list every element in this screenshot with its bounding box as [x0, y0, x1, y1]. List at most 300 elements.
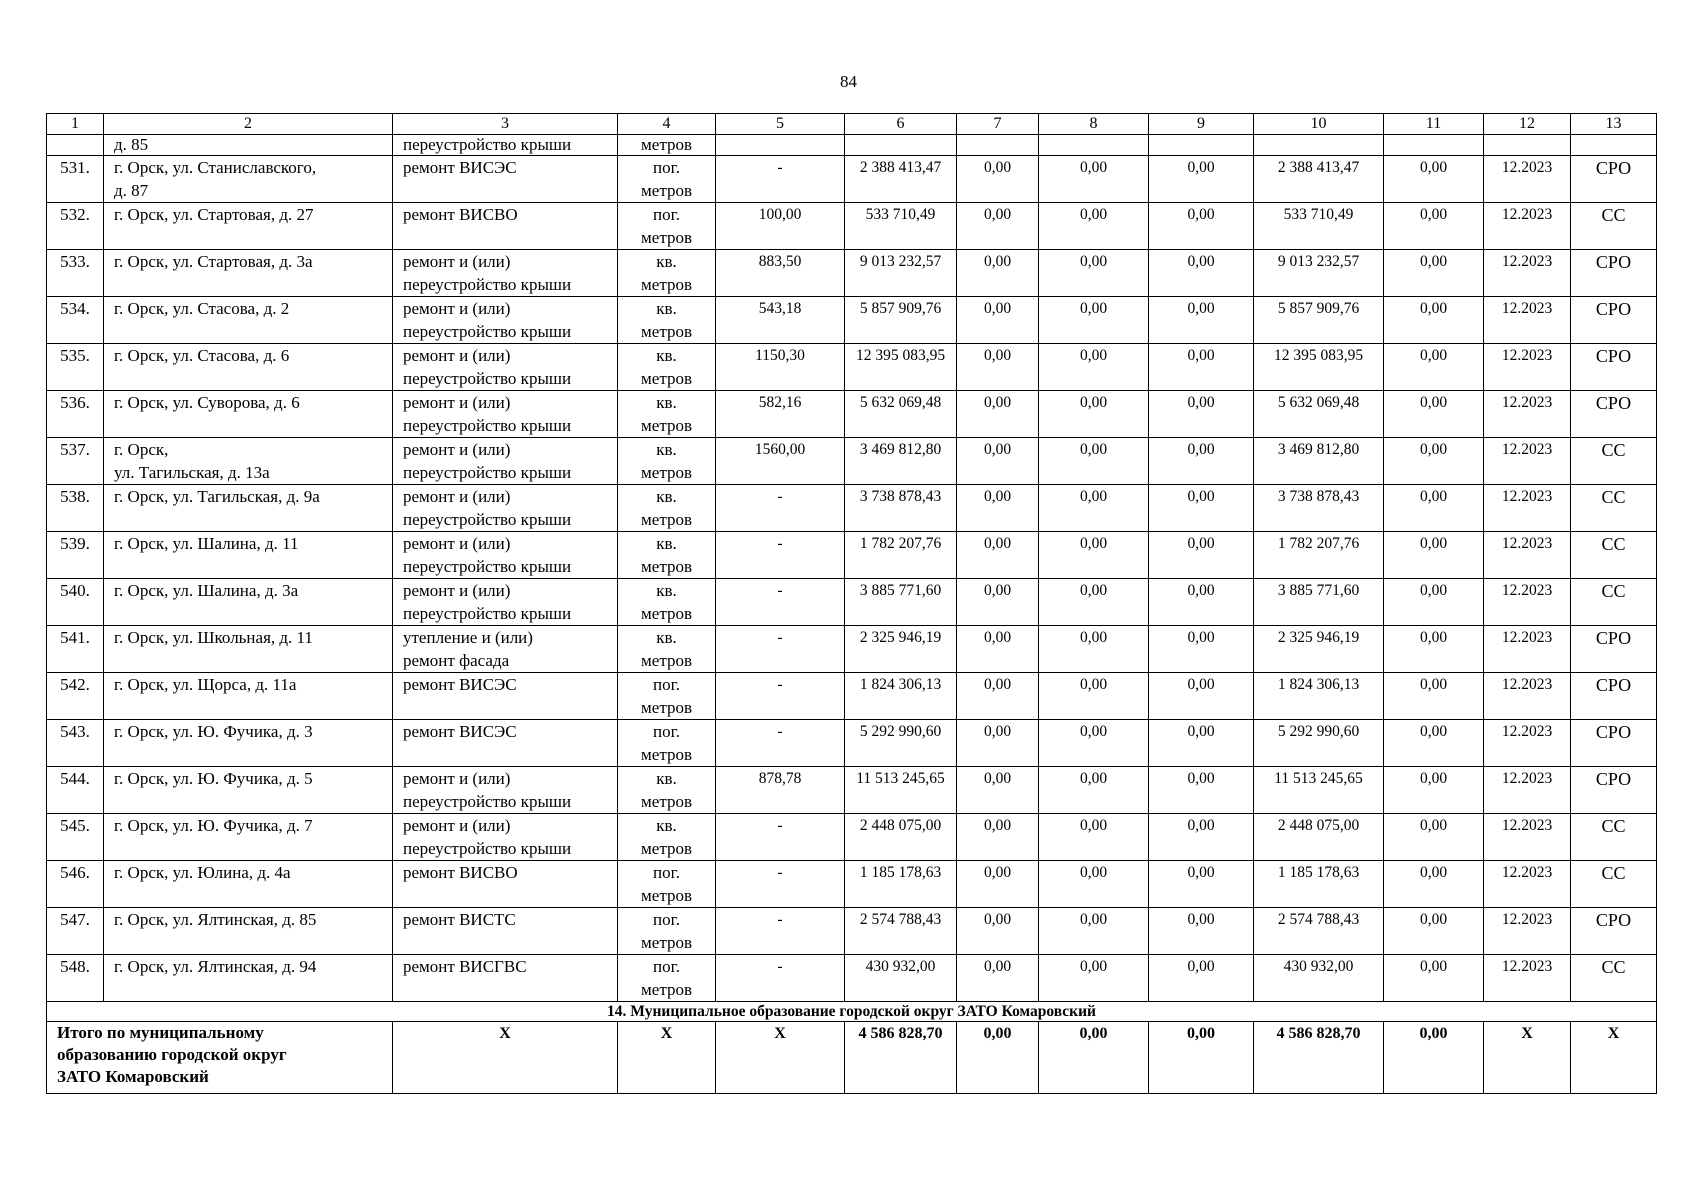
value-cell-c8: 0,00 [1039, 861, 1149, 908]
unit-cell [618, 908, 716, 955]
value-cell-c7: 0,00 [957, 908, 1039, 955]
value-cell-c12: 12.2023 [1484, 438, 1571, 485]
value-cell-c11: 0,00 [1384, 344, 1484, 391]
value-cell-c10: 5 292 990,60 [1254, 720, 1384, 767]
address-cell [104, 344, 393, 391]
value-cell-c11: 0,00 [1384, 579, 1484, 626]
executor-cell: СРО [1571, 391, 1657, 438]
line: пог. [653, 863, 680, 882]
value-cell-c8: 0,00 [1039, 532, 1149, 579]
table-row [47, 532, 1657, 579]
line: г. Орск, ул. Ялтинская, д. 94 [114, 957, 317, 976]
line: г. Орск, ул. Шалина, д. 11 [114, 534, 299, 553]
unit-cell [618, 673, 716, 720]
value-cell-c10: 3 469 812,80 [1254, 438, 1384, 485]
line: метров [641, 886, 692, 905]
value-cell-c11: 0,00 [1384, 673, 1484, 720]
value-cell-c7: 0,00 [957, 156, 1039, 203]
line: кв. [656, 393, 677, 412]
address-cell [104, 626, 393, 673]
table-row [47, 297, 1657, 344]
value-cell-c5: - [716, 908, 845, 955]
header-cell: 2 [104, 114, 393, 135]
value-cell-c7: 0,00 [957, 391, 1039, 438]
value-cell-c9: 0,00 [1149, 250, 1254, 297]
value-cell-c8: 0,00 [1039, 203, 1149, 250]
table-row [47, 720, 1657, 767]
value-cell-c5: - [716, 156, 845, 203]
address-cell [104, 485, 393, 532]
row-number: 537. [47, 438, 104, 485]
row-number: 534. [47, 297, 104, 344]
line: ремонт и (или) [403, 252, 511, 271]
work-type-cell [393, 250, 618, 297]
value-cell-c5: - [716, 626, 845, 673]
value-cell-c6: 533 710,49 [845, 203, 957, 250]
value-cell-c9: 0,00 [1149, 579, 1254, 626]
value-cell-c7: 0,00 [957, 955, 1039, 1002]
line: г. Орск, ул. Стасова, д. 2 [114, 299, 290, 318]
unit-cell [618, 955, 716, 1002]
empty-cell [1149, 135, 1254, 156]
total-value-c5: Х [716, 1022, 845, 1094]
value-cell-c8: 0,00 [1039, 438, 1149, 485]
value-cell-c9: 0,00 [1149, 955, 1254, 1002]
line: переустройство крыши [403, 275, 572, 294]
line: кв. [656, 440, 677, 459]
header-cell: 9 [1149, 114, 1254, 135]
value-cell-c11: 0,00 [1384, 861, 1484, 908]
value-cell-c9: 0,00 [1149, 814, 1254, 861]
work-type-cell [393, 908, 618, 955]
header-cell: 5 [716, 114, 845, 135]
value-cell-c9: 0,00 [1149, 391, 1254, 438]
row-number: 538. [47, 485, 104, 532]
address-cell [104, 767, 393, 814]
value-cell-c5: - [716, 579, 845, 626]
value-cell-c11: 0,00 [1384, 532, 1484, 579]
total-value-c13: Х [1571, 1022, 1657, 1094]
value-cell-c6: 1 782 207,76 [845, 532, 957, 579]
value-cell-c11: 0,00 [1384, 438, 1484, 485]
total-label-line: ЗАТО Комаровский [57, 1067, 209, 1086]
value-cell-c11: 0,00 [1384, 720, 1484, 767]
value-cell-c7: 0,00 [957, 673, 1039, 720]
address-cell [104, 814, 393, 861]
row-number: 544. [47, 767, 104, 814]
header-cell: 7 [957, 114, 1039, 135]
line: г. Орск, ул. Юлина, д. 4а [114, 863, 291, 882]
line: г. Орск, ул. Шалина, д. 3а [114, 581, 299, 600]
unit-cell [618, 532, 716, 579]
table-row [47, 626, 1657, 673]
row-number: 541. [47, 626, 104, 673]
value-cell-c6: 5 292 990,60 [845, 720, 957, 767]
row-number: 546. [47, 861, 104, 908]
value-cell-c8: 0,00 [1039, 579, 1149, 626]
line: ул. Тагильская, д. 13а [114, 463, 270, 482]
value-cell-c8: 0,00 [1039, 485, 1149, 532]
line: кв. [656, 252, 677, 271]
row-number: 543. [47, 720, 104, 767]
line: ремонт ВИСЭС [403, 722, 517, 741]
table-row [47, 579, 1657, 626]
work-type-cell [393, 579, 618, 626]
value-cell-c9: 0,00 [1149, 485, 1254, 532]
value-cell-c12: 12.2023 [1484, 250, 1571, 297]
value-cell-c8: 0,00 [1039, 626, 1149, 673]
unit-cell [618, 814, 716, 861]
value-cell-c12: 12.2023 [1484, 156, 1571, 203]
unit-cell [618, 250, 716, 297]
table-row [47, 250, 1657, 297]
total-label-line: Итого по муниципальному [57, 1023, 264, 1042]
line: переустройство крыши [403, 510, 572, 529]
value-cell-c10: 9 013 232,57 [1254, 250, 1384, 297]
total-value-c9: 0,00 [1149, 1022, 1254, 1094]
line: г. Орск, ул. Ялтинская, д. 85 [114, 910, 317, 929]
unit-cell [618, 579, 716, 626]
value-cell-c11: 0,00 [1384, 814, 1484, 861]
unit-cell [618, 485, 716, 532]
value-cell-c7: 0,00 [957, 720, 1039, 767]
value-cell-c5: 878,78 [716, 767, 845, 814]
unit-cell: метров [618, 135, 716, 156]
value-cell-c12: 12.2023 [1484, 673, 1571, 720]
line: метров [641, 604, 692, 623]
total-value-c7: 0,00 [957, 1022, 1039, 1094]
address-cell [104, 908, 393, 955]
header-cell: 11 [1384, 114, 1484, 135]
value-cell-c10: 2 574 788,43 [1254, 908, 1384, 955]
line: метров [641, 745, 692, 764]
address-cell [104, 438, 393, 485]
row-number: 545. [47, 814, 104, 861]
empty-cell [716, 135, 845, 156]
work-type-cell [393, 767, 618, 814]
row-number: 532. [47, 203, 104, 250]
work-type-cell [393, 861, 618, 908]
work-type-cell [393, 391, 618, 438]
value-cell-c11: 0,00 [1384, 485, 1484, 532]
value-cell-c12: 12.2023 [1484, 203, 1571, 250]
header-cell: 8 [1039, 114, 1149, 135]
executor-cell: СС [1571, 485, 1657, 532]
value-cell-c5: 100,00 [716, 203, 845, 250]
line: ремонт и (или) [403, 769, 511, 788]
value-cell-c7: 0,00 [957, 532, 1039, 579]
value-cell-c10: 5 857 909,76 [1254, 297, 1384, 344]
value-cell-c6: 2 448 075,00 [845, 814, 957, 861]
value-cell-c5: - [716, 532, 845, 579]
address-cell [104, 156, 393, 203]
line: метров [641, 275, 692, 294]
executor-cell: СРО [1571, 156, 1657, 203]
line: метров [641, 980, 692, 999]
line: ремонт ВИСГВС [403, 957, 527, 976]
line: пог. [653, 722, 680, 741]
line: метров [641, 510, 692, 529]
value-cell-c8: 0,00 [1039, 814, 1149, 861]
column-number-header [47, 114, 1657, 135]
line: ремонт и (или) [403, 393, 511, 412]
work-type-cell [393, 297, 618, 344]
executor-cell: СРО [1571, 250, 1657, 297]
empty-cell [1484, 135, 1571, 156]
table-row [47, 814, 1657, 861]
total-value-c12: Х [1484, 1022, 1571, 1094]
line: ремонт и (или) [403, 581, 511, 600]
line: ремонт ВИСЭС [403, 158, 517, 177]
header-cell: 6 [845, 114, 957, 135]
line: г. Орск, [114, 440, 169, 459]
line: метров [641, 181, 692, 200]
address-cell [104, 955, 393, 1002]
executor-cell: СРО [1571, 344, 1657, 391]
address-cell [104, 579, 393, 626]
value-cell-c10: 1 782 207,76 [1254, 532, 1384, 579]
value-cell-c11: 0,00 [1384, 908, 1484, 955]
line: г. Орск, ул. Ю. Фучика, д. 7 [114, 816, 313, 835]
value-cell-c6: 3 469 812,80 [845, 438, 957, 485]
executor-cell: СРО [1571, 908, 1657, 955]
line: кв. [656, 299, 677, 318]
line: г. Орск, ул. Ю. Фучика, д. 3 [114, 722, 313, 741]
address-cell [104, 297, 393, 344]
value-cell-c5: - [716, 673, 845, 720]
work-type-cell [393, 485, 618, 532]
row-number: 536. [47, 391, 104, 438]
line: г. Орск, ул. Стартовая, д. 3а [114, 252, 313, 271]
line: ремонт и (или) [403, 534, 511, 553]
work-type-cell [393, 203, 618, 250]
row-number: 531. [47, 156, 104, 203]
address-cell [104, 203, 393, 250]
value-cell-c11: 0,00 [1384, 391, 1484, 438]
empty-cell [845, 135, 957, 156]
work-type-cell [393, 532, 618, 579]
value-cell-c11: 0,00 [1384, 250, 1484, 297]
executor-cell: СС [1571, 955, 1657, 1002]
unit-cell [618, 626, 716, 673]
value-cell-c7: 0,00 [957, 250, 1039, 297]
row-number [47, 135, 104, 156]
value-cell-c5: 543,18 [716, 297, 845, 344]
value-cell-c5: - [716, 861, 845, 908]
header-cell: 10 [1254, 114, 1384, 135]
page-number: 84 [840, 72, 857, 91]
value-cell-c10: 1 185 178,63 [1254, 861, 1384, 908]
value-cell-c9: 0,00 [1149, 203, 1254, 250]
table-row [47, 861, 1657, 908]
line: кв. [656, 581, 677, 600]
address-cell [104, 720, 393, 767]
line: г. Орск, ул. Щорса, д. 11а [114, 675, 297, 694]
value-cell-c8: 0,00 [1039, 767, 1149, 814]
table-row [47, 156, 1657, 203]
line: г. Орск, ул. Стасова, д. 6 [114, 346, 290, 365]
line: кв. [656, 816, 677, 835]
line: метров [641, 698, 692, 717]
executor-cell: СС [1571, 579, 1657, 626]
executor-cell: СС [1571, 203, 1657, 250]
total-value-c6: 4 586 828,70 [845, 1022, 957, 1094]
unit-cell [618, 391, 716, 438]
header-cell: 3 [393, 114, 618, 135]
value-cell-c5: - [716, 955, 845, 1002]
line: ремонт и (или) [403, 487, 511, 506]
executor-cell: СРО [1571, 720, 1657, 767]
empty-cell [957, 135, 1039, 156]
value-cell-c8: 0,00 [1039, 344, 1149, 391]
value-cell-c7: 0,00 [957, 861, 1039, 908]
value-cell-c6: 5 857 909,76 [845, 297, 957, 344]
value-cell-c10: 3 885 771,60 [1254, 579, 1384, 626]
line: кв. [656, 769, 677, 788]
value-cell-c9: 0,00 [1149, 673, 1254, 720]
line: переустройство крыши [403, 322, 572, 341]
line: ремонт и (или) [403, 816, 511, 835]
work-type-cell [393, 156, 618, 203]
value-cell-c7: 0,00 [957, 579, 1039, 626]
row-number: 539. [47, 532, 104, 579]
work-type-cell [393, 626, 618, 673]
total-label [47, 1022, 393, 1094]
row-number: 542. [47, 673, 104, 720]
work-type-cell [393, 344, 618, 391]
value-cell-c8: 0,00 [1039, 391, 1149, 438]
value-cell-c12: 12.2023 [1484, 861, 1571, 908]
value-cell-c6: 3 738 878,43 [845, 485, 957, 532]
unit-cell [618, 156, 716, 203]
line: ремонт и (или) [403, 440, 511, 459]
row-number: 540. [47, 579, 104, 626]
header-cell: 13 [1571, 114, 1657, 135]
value-cell-c12: 12.2023 [1484, 344, 1571, 391]
value-cell-c10: 3 738 878,43 [1254, 485, 1384, 532]
value-cell-c5: - [716, 485, 845, 532]
unit-cell [618, 203, 716, 250]
section-heading-row [47, 1002, 1657, 1022]
total-value-c11: 0,00 [1384, 1022, 1484, 1094]
value-cell-c9: 0,00 [1149, 297, 1254, 344]
value-cell-c9: 0,00 [1149, 156, 1254, 203]
value-cell-c11: 0,00 [1384, 955, 1484, 1002]
line: пог. [653, 957, 680, 976]
value-cell-c9: 0,00 [1149, 532, 1254, 579]
line: переустройство крыши [403, 792, 572, 811]
value-cell-c10: 533 710,49 [1254, 203, 1384, 250]
line: переустройство крыши [403, 839, 572, 858]
address-cell [104, 861, 393, 908]
value-cell-c7: 0,00 [957, 485, 1039, 532]
address-cell [104, 532, 393, 579]
line: метров [641, 228, 692, 247]
value-cell-c7: 0,00 [957, 767, 1039, 814]
total-value-c4: Х [618, 1022, 716, 1094]
value-cell-c6: 3 885 771,60 [845, 579, 957, 626]
line: ремонт ВИСТС [403, 910, 516, 929]
line: переустройство крыши [403, 416, 572, 435]
line: метров [641, 463, 692, 482]
value-cell-c11: 0,00 [1384, 156, 1484, 203]
line: метров [641, 322, 692, 341]
value-cell-c12: 12.2023 [1484, 955, 1571, 1002]
line: метров [641, 557, 692, 576]
header-cell: 4 [618, 114, 716, 135]
table-row [47, 391, 1657, 438]
empty-cell [1571, 135, 1657, 156]
line: пог. [653, 910, 680, 929]
line: ремонт и (или) [403, 346, 511, 365]
unit-cell [618, 438, 716, 485]
line: переустройство крыши [403, 604, 572, 623]
line: метров [641, 416, 692, 435]
unit-cell [618, 767, 716, 814]
value-cell-c6: 11 513 245,65 [845, 767, 957, 814]
work-type-cell [393, 438, 618, 485]
line: переустройство крыши [403, 557, 572, 576]
value-cell-c11: 0,00 [1384, 297, 1484, 344]
value-cell-c6: 2 325 946,19 [845, 626, 957, 673]
table-row [47, 908, 1657, 955]
executor-cell: СС [1571, 438, 1657, 485]
value-cell-c8: 0,00 [1039, 955, 1149, 1002]
value-cell-c12: 12.2023 [1484, 626, 1571, 673]
line: утепление и (или) [403, 628, 533, 647]
value-cell-c12: 12.2023 [1484, 720, 1571, 767]
value-cell-c5: 883,50 [716, 250, 845, 297]
value-cell-c6: 1 824 306,13 [845, 673, 957, 720]
value-cell-c9: 0,00 [1149, 908, 1254, 955]
unit-cell [618, 297, 716, 344]
value-cell-c6: 5 632 069,48 [845, 391, 957, 438]
value-cell-c6: 12 395 083,95 [845, 344, 957, 391]
value-cell-c12: 12.2023 [1484, 767, 1571, 814]
empty-cell [1254, 135, 1384, 156]
unit-cell [618, 720, 716, 767]
total-value-c3: Х [393, 1022, 618, 1094]
section-title: 14. Муниципальное образование городской округ ЗАТО Комаровский [47, 1002, 1657, 1022]
value-cell-c8: 0,00 [1039, 720, 1149, 767]
line: метров [641, 933, 692, 952]
executor-cell: СРО [1571, 626, 1657, 673]
value-cell-c12: 12.2023 [1484, 814, 1571, 861]
value-cell-c7: 0,00 [957, 297, 1039, 344]
executor-cell: СРО [1571, 767, 1657, 814]
value-cell-c11: 0,00 [1384, 767, 1484, 814]
value-cell-c5: 1560,00 [716, 438, 845, 485]
row-number: 547. [47, 908, 104, 955]
line: метров [641, 651, 692, 670]
repair-program-table [46, 113, 1657, 1094]
executor-cell: СРО [1571, 297, 1657, 344]
value-cell-c10: 2 325 946,19 [1254, 626, 1384, 673]
continuation-row [47, 135, 1657, 156]
value-cell-c9: 0,00 [1149, 344, 1254, 391]
line: г. Орск, ул. Школьная, д. 11 [114, 628, 313, 647]
value-cell-c7: 0,00 [957, 344, 1039, 391]
value-cell-c10: 1 824 306,13 [1254, 673, 1384, 720]
value-cell-c12: 12.2023 [1484, 579, 1571, 626]
line: переустройство крыши [403, 369, 572, 388]
value-cell-c6: 2 388 413,47 [845, 156, 957, 203]
value-cell-c5: 1150,30 [716, 344, 845, 391]
line: д. 87 [114, 181, 149, 200]
address-cell: д. 85 [104, 135, 393, 156]
address-cell [104, 250, 393, 297]
value-cell-c7: 0,00 [957, 203, 1039, 250]
